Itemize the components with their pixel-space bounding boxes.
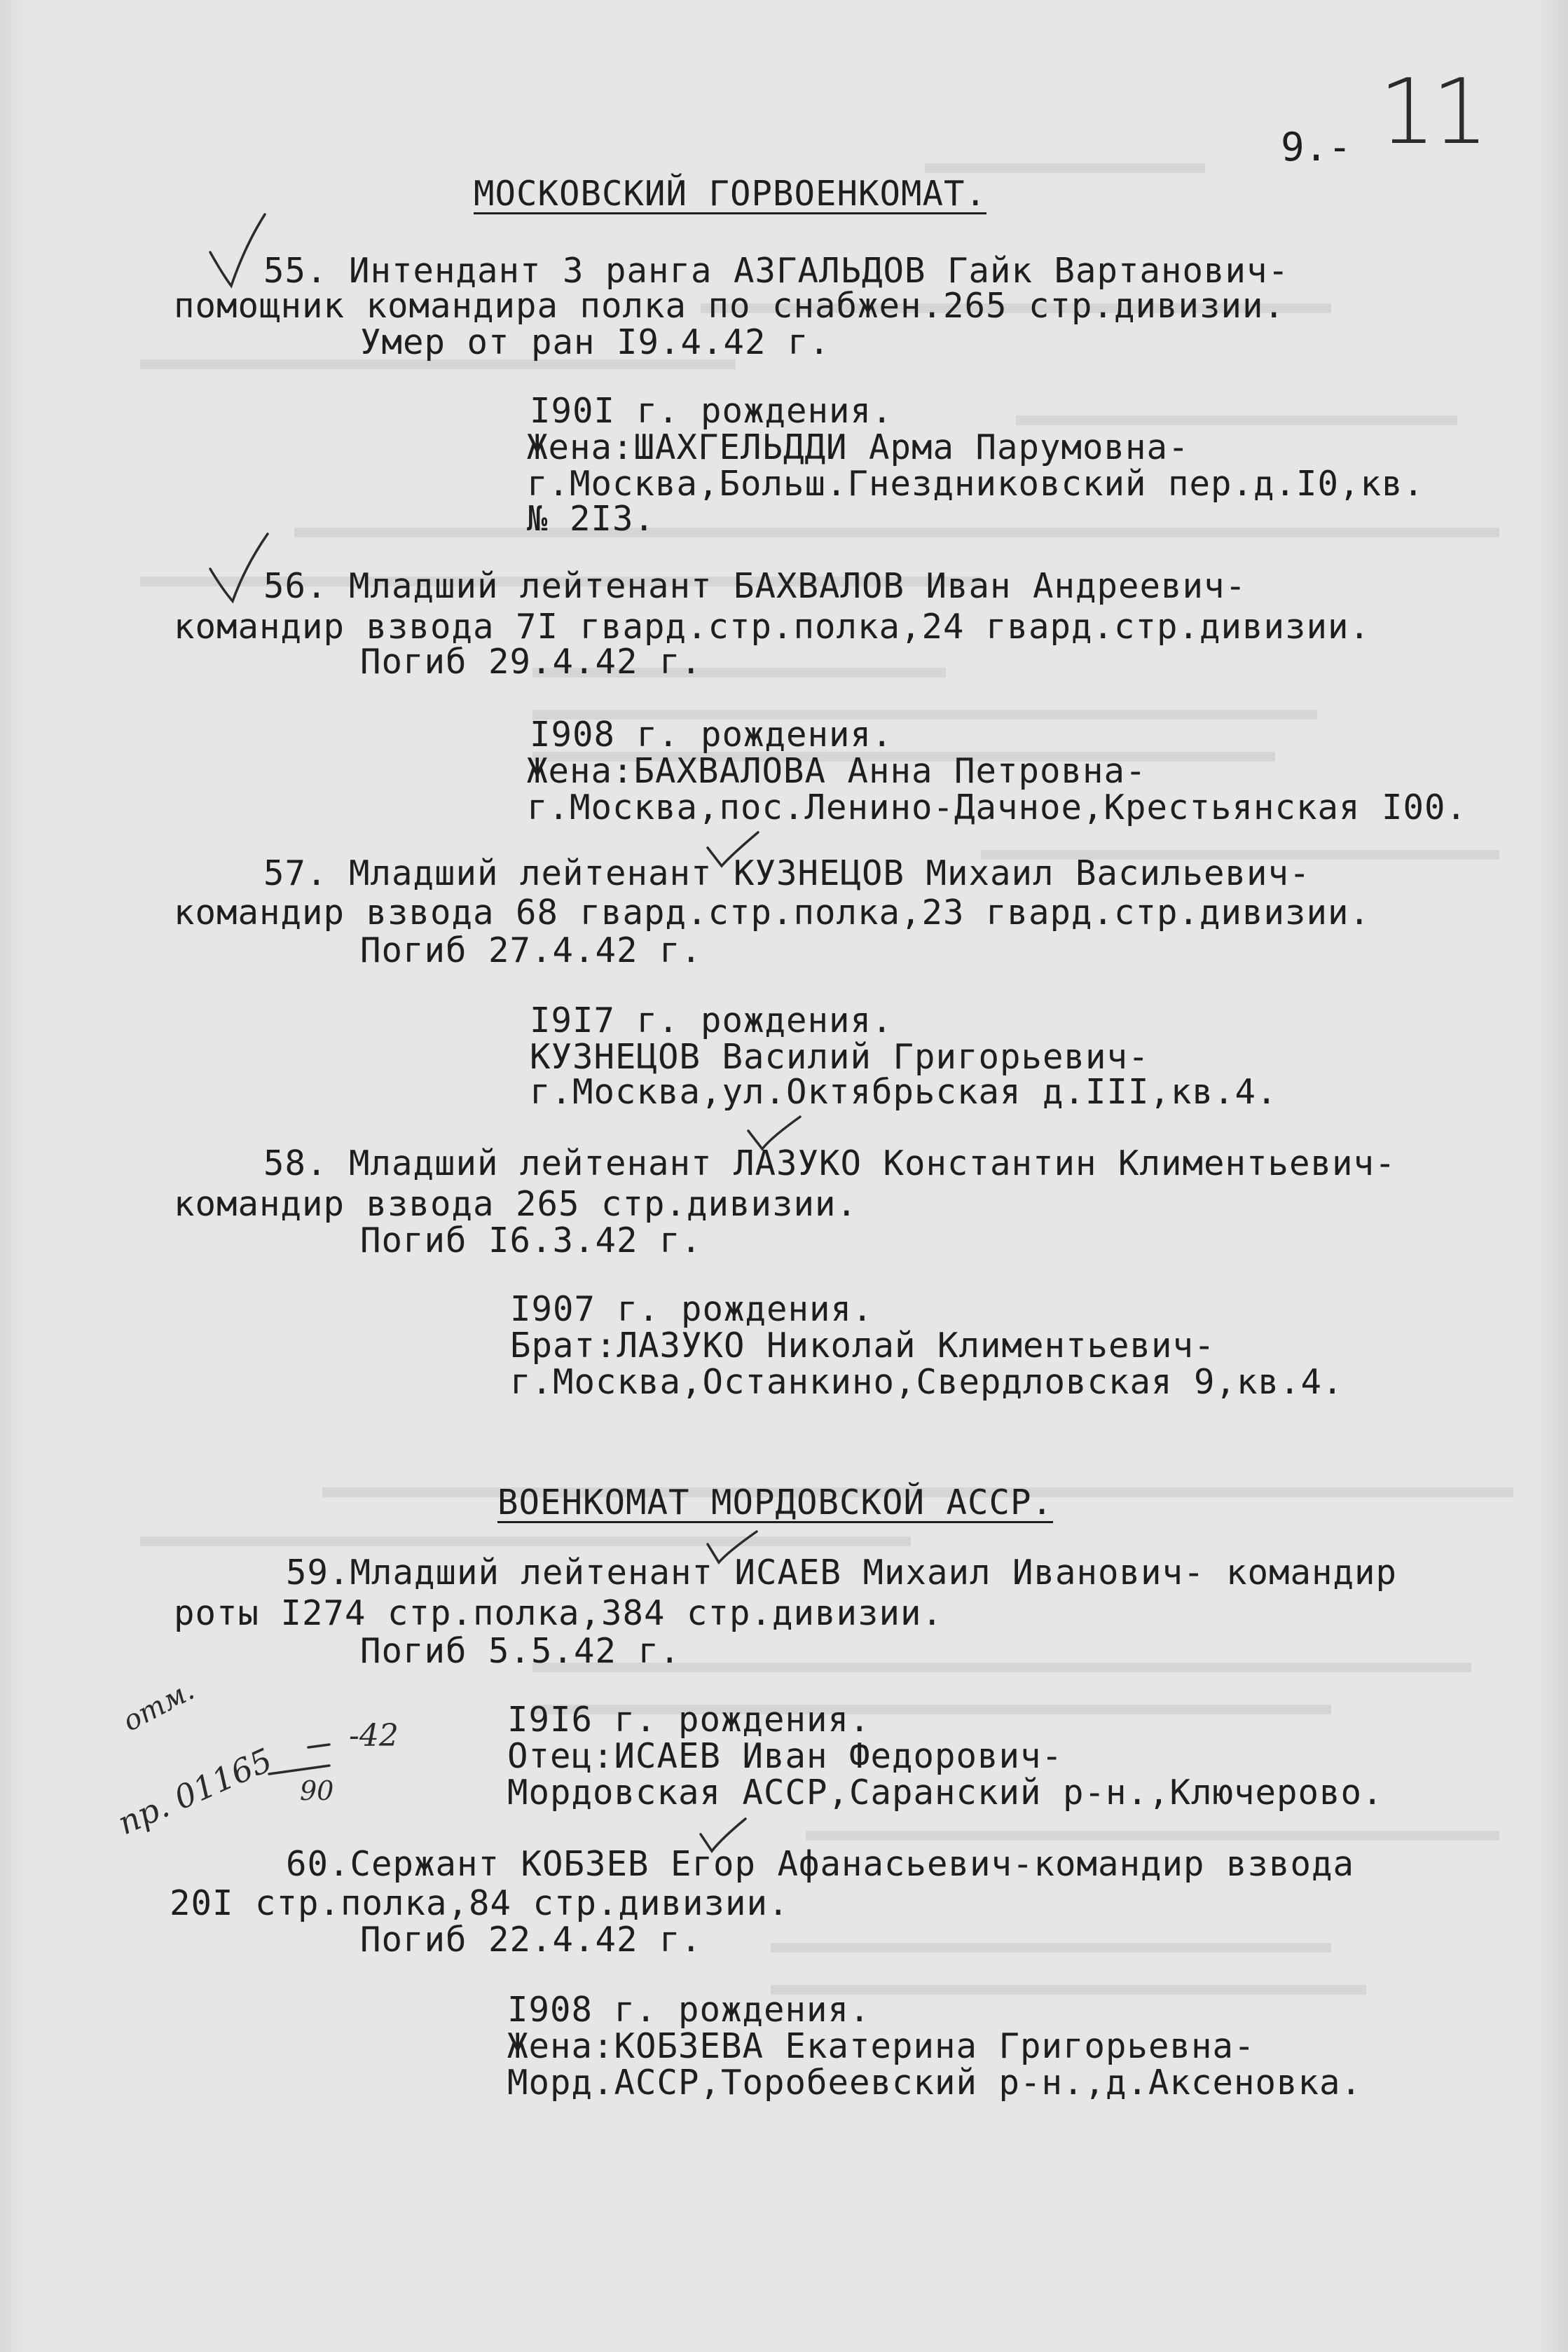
entry-59-address: Мордовская АССР,Саранский р-н.,Ключерово.: [507, 1773, 1384, 1813]
entry-56-birth: I908 г. рождения.: [530, 715, 893, 755]
entry-55-line-3: Умер от ран I9.4.42 г.: [360, 322, 831, 362]
entry-56-line-1: 56. Младший лейтенант БАХВАЛОВ Иван Андреевич-: [263, 566, 1247, 606]
entry-60-relative: Жена:КОБЗЕВА Екатерина Григорьевна-: [507, 2026, 1256, 2066]
entry-59-birth: I9I6 г. рождения.: [507, 1700, 871, 1740]
entry-57-line-2: командир взвода 68 гвард.стр.полка,23 гвард.стр.дивизии.: [174, 893, 1371, 933]
entry-57-birth: I9I7 г. рождения.: [530, 1000, 893, 1040]
entry-55-address-cont: № 2I3.: [527, 499, 656, 539]
entry-59-line-3: Погиб 5.5.42 г.: [360, 1631, 681, 1671]
entry-58-line-2: командир взвода 265 стр.дивизии.: [174, 1184, 858, 1224]
margin-stroke: [308, 1745, 329, 1747]
margin-note-line-1: отм.: [118, 1674, 200, 1738]
entry-55-line-1: 55. Интендант 3 ранга АЗГАЛЬДОВ Гайк Вартанович-: [263, 251, 1290, 291]
entry-60-line-3: Погиб 22.4.42 г.: [360, 1920, 703, 1960]
entry-56-address: г.Москва,пос.Ленино-Дачное,Крестьянская I00.: [527, 788, 1468, 827]
entry-57-relative: КУЗНЕЦОВ Василий Григорьевич-: [530, 1037, 1150, 1077]
entry-60-line-2: 20I стр.полка,84 стр.дивизии.: [170, 1883, 790, 1923]
entry-55-relative: Жена:ШАХГЕЛЬДДИ Арма Парумовна-: [527, 427, 1190, 467]
entry-60-line-1: 60.Сержант КОБЗЕВ Егор Афанасьевич-командир взвода: [286, 1844, 1355, 1884]
entry-58-line-1: 58. Младший лейтенант ЛАЗУКО Константин Климентьевич-: [263, 1143, 1396, 1183]
entry-59-line-2: роты I274 стр.полка,384 стр.дивизии.: [174, 1593, 944, 1633]
check-mark-icon: [210, 214, 265, 286]
entry-58-address: г.Москва,Останкино,Свердловская 9,кв.4.: [510, 1362, 1344, 1402]
section-heading-moscow: МОСКОВСКИЙ ГОРВОЕНКОМАТ.: [474, 174, 987, 214]
page-number: 9.-: [1281, 125, 1352, 170]
entry-60-address: Морд.АССР,Торобеевский р-н.,д.Аксеновка.: [507, 2063, 1363, 2103]
entry-58-birth: I907 г. рождения.: [510, 1289, 874, 1329]
entry-57-line-3: Погиб 27.4.42 г.: [360, 930, 703, 970]
entry-59-relative: Отец:ИСАЕВ Иван Федорович-: [507, 1736, 1064, 1776]
entry-58-line-3: Погиб I6.3.42 г.: [360, 1220, 703, 1260]
check-mark-icon: [708, 1532, 757, 1562]
margin-note-line-3: -42: [349, 1718, 399, 1754]
margin-note-line-2: пр. 01165: [112, 1740, 278, 1843]
check-mark-icon: [748, 1117, 800, 1149]
entry-59-line-1: 59.Младший лейтенант ИСАЕВ Михаил Иванович- командир: [286, 1553, 1398, 1593]
entry-56-line-2: командир взвода 7I гвард.стр.полка,24 гвард.стр.дивизии.: [174, 607, 1371, 647]
entry-56-line-3: Погиб 29.4.42 г.: [360, 642, 703, 682]
entry-56-relative: Жена:БАХВАЛОВА Анна Петровна-: [527, 751, 1147, 791]
entry-55-birth: I90I г. рождения.: [530, 391, 893, 431]
handwritten-folio-number: 11: [1379, 60, 1485, 165]
check-mark-icon: [701, 1819, 745, 1851]
entry-57-line-1: 57. Младший лейтенант КУЗНЕЦОВ Михаил Васильевич-: [263, 853, 1311, 893]
section-heading-mordovia: ВОЕНКОМАТ МОРДОВСКОЙ АССР.: [497, 1483, 1054, 1522]
fraction-line: [269, 1766, 329, 1774]
entry-55-address: г.Москва,Больш.Гнездниковский пер.д.I0,кв.: [527, 464, 1425, 504]
margin-note-line-4: 90: [300, 1775, 334, 1806]
check-mark-icon: [210, 534, 268, 601]
entry-57-address: г.Москва,ул.Октябрьская д.III,кв.4.: [530, 1072, 1278, 1112]
entry-60-birth: I908 г. рождения.: [507, 1990, 871, 2030]
entry-55-line-2: помощник командира полка по снабжен.265 стр.дивизии.: [174, 286, 1286, 326]
check-mark-icon: [708, 832, 758, 866]
entry-58-relative: Брат:ЛАЗУКО Николай Климентьевич-: [510, 1326, 1216, 1366]
